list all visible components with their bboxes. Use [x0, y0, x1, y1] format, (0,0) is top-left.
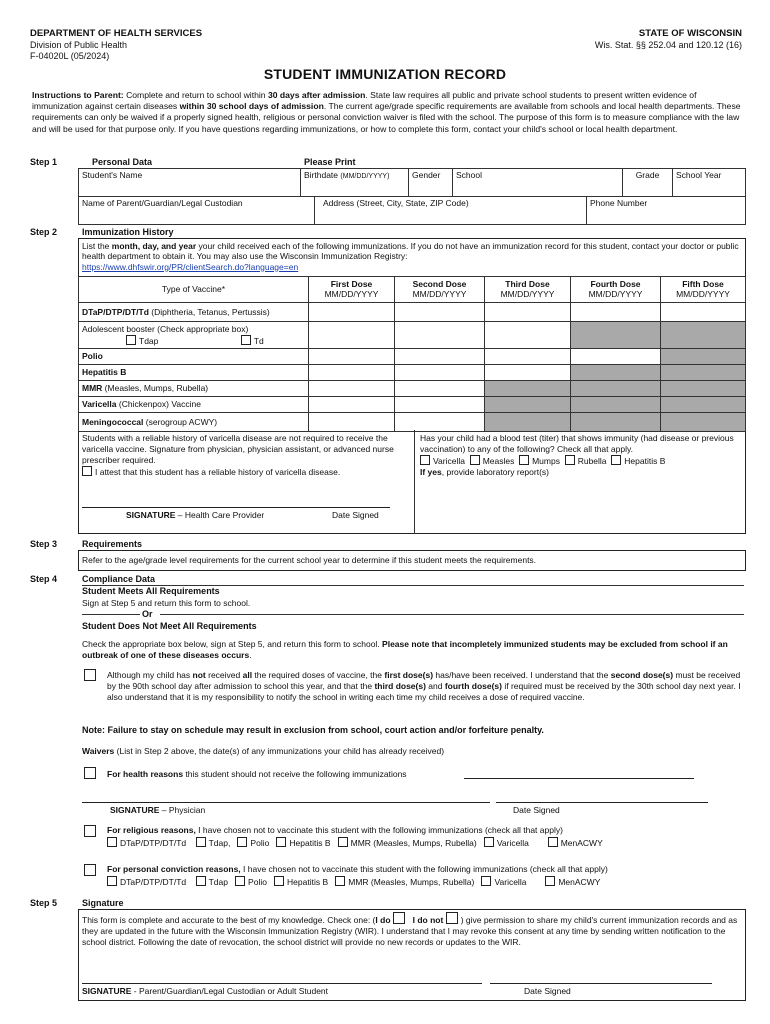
titer-option: Mumps	[532, 456, 560, 467]
physician-date-label: Date Signed	[513, 805, 560, 815]
vaccine-name	[79, 413, 309, 432]
dtap-row	[79, 303, 746, 322]
personal-mmr-checkbox[interactable]	[335, 876, 345, 886]
dose-name: First Dose	[330, 279, 373, 290]
health-reasons-checkbox[interactable]	[84, 767, 96, 779]
gender-field[interactable]	[409, 169, 453, 197]
dose-format: MM/DD/YYYY	[676, 288, 730, 299]
dose-cell[interactable]	[395, 322, 485, 349]
td-label: Td	[253, 335, 264, 346]
address-label: Address (Street, City, State, ZIP Code)	[323, 198, 469, 208]
school-field[interactable]	[453, 169, 623, 197]
religious-reasons-checkbox[interactable]	[84, 825, 96, 837]
school-year-label: School Year	[676, 170, 722, 180]
check-bold: Please note that incompletely immunized students may be excluded from school if an outbreak of one of these diseases occurs	[82, 639, 728, 661]
titer-option: Varicella	[433, 456, 465, 467]
vertical-divider	[414, 430, 415, 534]
signature-role: – Physician	[159, 805, 206, 815]
parent-date-line[interactable]	[490, 983, 712, 984]
signature-bold: SIGNATURE	[126, 510, 176, 520]
personal-option: DTaP/DTP/DT/Td	[120, 876, 187, 887]
instructions-bold: within 30 school days of admission	[179, 101, 324, 112]
instructions-lead: Instructions to Parent:	[32, 90, 124, 100]
dose-cell[interactable]	[571, 349, 661, 365]
dose-cell[interactable]	[395, 303, 485, 322]
religious-option: Varicella	[496, 837, 529, 848]
personal-option: Polio	[248, 876, 267, 887]
vaccine-name-desc: (Chickenpox) Vaccine	[116, 399, 201, 410]
signature-role: – Health Care Provider	[175, 510, 265, 520]
or-rule-right	[160, 614, 744, 615]
provider-date-label: Date Signed	[332, 510, 379, 520]
i-do-not-label: I do not	[412, 915, 444, 925]
religious-text: I have chosen not to vaccinate this student with the following immunizations (check all that apply)	[195, 825, 563, 835]
personal-option: Hepatitis B	[287, 876, 329, 887]
disabled-cell	[661, 381, 746, 397]
varicella-history-note	[82, 433, 408, 478]
intro-text: List the	[82, 241, 112, 251]
instructions-text: Complete and return to school within	[123, 90, 268, 100]
dose-name: Fifth Dose	[682, 279, 724, 290]
parent-signature-line[interactable]	[82, 983, 482, 984]
gender-label: Gender	[412, 170, 441, 180]
personal-option: MMR (Measles, Mumps, Rubella)	[348, 876, 475, 887]
dose-cell[interactable]	[661, 303, 746, 322]
check-text: .	[249, 650, 252, 661]
statute-ref: Wis. Stat. §§ 252.04 and 120.12 (16)	[594, 39, 742, 50]
vaccine-name	[79, 397, 309, 413]
health-reasons-text	[107, 769, 407, 779]
dose-cell[interactable]	[309, 413, 395, 432]
personal-text: I have chosen not to vaccinate this student with the following immunizations (check all that apply)	[240, 864, 608, 874]
phone-label: Phone Number	[590, 198, 648, 208]
compliance-heading: Compliance Data	[82, 574, 156, 584]
requirements-box	[78, 550, 746, 571]
statement-bold: second dose(s)	[610, 670, 674, 680]
religious-option: Hepatitis B	[289, 837, 331, 848]
i-do-not-checkbox[interactable]	[446, 912, 458, 924]
state-name: STATE OF WISCONSIN	[638, 28, 742, 39]
student-name-label: Student's Name	[82, 170, 143, 180]
immunization-table	[78, 276, 746, 432]
signature-bold: SIGNATURE	[110, 805, 160, 815]
attest-label: I attest that this student has a reliable history of varicella disease.	[95, 467, 341, 478]
statement-bold: not	[192, 670, 206, 680]
personal-tdap-checkbox[interactable]	[196, 876, 206, 886]
dose-cell[interactable]	[395, 349, 485, 365]
disabled-cell	[661, 365, 746, 381]
schedule-note: Note: Failure to stay on schedule may result in exclusion from school, court action and/or forfeiture penalty.	[82, 725, 544, 735]
state-block	[595, 28, 742, 51]
religious-option: Polio	[250, 837, 270, 848]
not-meets-requirements: Student Does Not Meet All Requirements	[82, 621, 257, 631]
disabled-cell	[485, 397, 571, 413]
please-print-note: Please Print	[304, 157, 356, 167]
requirements-text: Refer to the age/grade level requirements for the current school year to determine if this student meets the requirements.	[82, 555, 537, 565]
dose-cell[interactable]	[485, 322, 571, 349]
statement-bold: first dose(s)	[384, 670, 434, 680]
personal-conviction-checkbox[interactable]	[84, 864, 96, 876]
titer-option: Measles	[482, 456, 515, 467]
dose-cell[interactable]	[395, 365, 485, 381]
if-yes-text: , provide laboratory report(s)	[441, 467, 549, 478]
meets-requirements: Student Meets All Requirements	[82, 586, 220, 596]
personal-polio-checkbox[interactable]	[235, 876, 245, 886]
vaccine-name-desc: (Diphtheria, Tetanus, Pertussis)	[148, 306, 270, 317]
step-3-label: Step 3	[30, 539, 58, 549]
dose-name: Third Dose	[505, 279, 550, 290]
or-divider: Or	[142, 609, 153, 619]
titer-rubella-checkbox[interactable]	[565, 455, 575, 465]
disabled-cell	[571, 365, 661, 381]
birthdate-format: (MM/DD/YYYY)	[340, 173, 390, 180]
meningococcal-row	[79, 413, 746, 432]
division-name: Division of Public Health	[30, 39, 128, 50]
vaccine-name	[79, 322, 309, 349]
disabled-cell	[571, 413, 661, 432]
immunization-history-heading: Immunization History	[82, 227, 174, 237]
personal-conviction-waiver	[107, 864, 743, 889]
personal-hepatitis-b-checkbox[interactable]	[274, 876, 284, 886]
signature-bold: SIGNATURE	[82, 986, 132, 996]
vaccine-name-desc: Adolescent booster (Check appropriate box)	[82, 324, 249, 335]
dose-format: MM/DD/YYYY	[500, 288, 555, 299]
school-label: School	[456, 170, 482, 180]
vaccine-name-bold: Meningococcal	[82, 416, 144, 427]
vaccine-name-bold: MMR	[82, 383, 103, 394]
instructions-text: . State law requires all public and private school students to present written evidence of immunization against certain diseases	[32, 90, 697, 112]
birthdate-field[interactable]	[301, 169, 409, 197]
religious-dtap-checkbox[interactable]	[107, 837, 117, 847]
disabled-cell	[661, 413, 746, 432]
health-immunizations-line[interactable]	[464, 778, 694, 779]
dose-cell[interactable]	[485, 303, 571, 322]
adolescent-booster-row	[79, 322, 746, 349]
titer-option: Hepatitis B	[624, 456, 666, 467]
physician-signature-line[interactable]	[82, 802, 490, 803]
check-text: Check the appropriate box below, sign at Step 5, and return this form to school.	[82, 639, 383, 649]
step-2-label: Step 2	[30, 227, 58, 237]
parent-date-label: Date Signed	[524, 986, 571, 996]
meets-note: Sign at Step 5 and return this form to school.	[82, 598, 251, 608]
statement-text: received	[205, 670, 243, 680]
physician-date-line[interactable]	[496, 802, 708, 803]
vaccine-name	[79, 381, 309, 397]
step-5-label: Step 5	[30, 898, 58, 908]
dose-format: MM/DD/YYYY	[588, 288, 643, 299]
personal-varicella-checkbox[interactable]	[481, 876, 491, 886]
statement-text: if required must be received by the 30th school day next year. I also understand that it is my responsibility to notify the school in writing each time my child receives a dose of required vaccine.	[107, 681, 741, 703]
vaccine-name-bold: Varicella	[82, 399, 117, 410]
third-dose-header	[485, 277, 571, 303]
dose-cell[interactable]	[309, 303, 395, 322]
dose-cell[interactable]	[485, 365, 571, 381]
school-year-field[interactable]	[673, 169, 746, 197]
religious-varicella-checkbox[interactable]	[484, 837, 494, 847]
religious-option: Tdap,	[208, 837, 231, 848]
disabled-cell	[571, 381, 661, 397]
intro-text: your child received each of the following immunizations. If you do not have an immunization record for this student, contact your doctor or public health department to obtain it. You may also use the Wisconsin Immunization Registry:	[82, 241, 739, 262]
signature-role: - Parent/Guardian/Legal Custodian or Adult Student	[131, 986, 329, 996]
titer-question	[420, 433, 742, 478]
statement-text: has/have been received. I understand that the	[433, 670, 611, 680]
religious-option: MenACWY	[560, 837, 603, 848]
signature-heading: Signature	[82, 898, 124, 908]
consent-text	[82, 912, 742, 948]
religious-waiver	[107, 825, 743, 850]
dose-cell[interactable]	[309, 322, 395, 349]
religious-mmr-checkbox[interactable]	[338, 837, 348, 847]
provider-signature-line[interactable]	[82, 507, 390, 508]
i-do-label: I do	[375, 915, 391, 925]
titer-hepatitis-b-checkbox[interactable]	[611, 455, 621, 465]
personal-option: MenACWY	[558, 876, 601, 887]
guardian-name-field[interactable]	[79, 197, 315, 225]
statement-text: Although my child has	[107, 670, 193, 680]
health-text: this student should not receive the following immunizations	[183, 769, 407, 779]
disabled-cell	[485, 413, 571, 432]
step-4-label: Step 4	[30, 574, 58, 584]
dose-cell[interactable]	[395, 381, 485, 397]
requirements-heading: Requirements	[82, 539, 143, 549]
fourth-dose-header	[571, 277, 661, 303]
disabled-cell	[661, 397, 746, 413]
page-title: STUDENT IMMUNIZATION RECORD	[263, 66, 507, 82]
personal-option: Varicella	[494, 876, 527, 887]
personal-bold: For personal conviction reasons,	[107, 864, 241, 874]
religious-tdap-checkbox[interactable]	[196, 837, 206, 847]
physician-signature-label	[110, 805, 205, 815]
vaccine-name	[79, 349, 309, 365]
health-bold: For health reasons	[107, 769, 184, 779]
intro-bold: month, day, and year	[111, 241, 197, 251]
birthdate-label: Birthdate	[304, 170, 339, 180]
immunization-intro	[82, 241, 742, 272]
disabled-cell	[485, 381, 571, 397]
dose-name: Second Dose	[412, 279, 467, 290]
disabled-cell	[571, 397, 661, 413]
vaccine-type-header: Type of Vaccine*	[79, 277, 309, 303]
vaccine-name-bold: DTaP/DTP/DT/Td	[82, 306, 149, 317]
vaccine-name-desc: (serogroup ACWY)	[143, 416, 218, 427]
titer-question-text: Has your child had a blood test (titer) that shows immunity (had disease or previous vaccination) to any of the following? Check all that apply.	[420, 433, 734, 455]
step-1-label: Step 1	[30, 157, 58, 167]
varicella-note-text: Students with a reliable history of varicella disease are not required to receive the varicella vaccine. Signature from physician, physician assistant, or advanced nurse prescriber required.	[82, 433, 394, 466]
dose-cell[interactable]	[395, 397, 485, 413]
instructions-bold: 30 days after admission	[267, 90, 366, 100]
religious-option: DTaP/DTP/DT/Td	[120, 837, 187, 848]
guardian-table	[78, 196, 746, 225]
tdap-label: Tdap	[139, 335, 159, 346]
td-checkbox[interactable]	[241, 335, 251, 345]
vaccine-name-bold: Hepatitis B	[82, 367, 127, 378]
personal-dtap-checkbox[interactable]	[107, 876, 117, 886]
mmr-row	[79, 381, 746, 397]
dose-cell[interactable]	[485, 349, 571, 365]
in-process-checkbox[interactable]	[84, 669, 96, 681]
personal-data-table	[78, 168, 746, 197]
vaccine-name	[79, 365, 309, 381]
titer-option: Rubella	[577, 456, 607, 467]
agency-block	[30, 28, 202, 62]
dose-cell[interactable]	[309, 381, 395, 397]
fifth-dose-header	[661, 277, 746, 303]
personal-data-heading: Personal Data	[92, 157, 153, 167]
religious-polio-checkbox[interactable]	[237, 837, 247, 847]
dose-format: MM/DD/YYYY	[324, 288, 379, 299]
if-yes-bold: If yes	[420, 467, 442, 478]
statement-text: and	[425, 681, 445, 692]
instructions	[32, 90, 742, 135]
grade-label: Grade	[635, 170, 660, 180]
vaccine-name	[79, 303, 309, 322]
statement-bold: all	[242, 670, 253, 680]
wir-link[interactable]: https://www.dhfswir.org/PR/clientSearch.do?language=en	[82, 261, 299, 272]
in-process-statement	[107, 670, 741, 703]
waivers-text: (List in Step 2 above, the date(s) of any immunizations your child has already received)	[114, 746, 445, 756]
polio-row	[79, 349, 746, 365]
statement-text: the required doses of vaccine, the	[252, 670, 385, 680]
hepatitis-b-row	[79, 365, 746, 381]
statement-bold: third dose(s)	[374, 681, 426, 692]
i-do-checkbox[interactable]	[393, 912, 405, 924]
consent-body: ) give permission to share my child's current immunization records and as they are updated in the future with the Wisconsin Immunization Registry (WIR). I understand that I may revoke this consent at any time by sending written notification to the school district. Following the date of revocation, the school district will provide no new records or updates to the WIR.	[82, 915, 738, 948]
statement-bold: fourth dose(s)	[444, 681, 502, 692]
disabled-cell	[571, 322, 661, 349]
student-name-field[interactable]	[79, 169, 301, 197]
statement-text: must be received by the 90th school day after admission to school this year, and that the	[107, 670, 741, 692]
parent-signature-label	[82, 986, 328, 996]
instructions-text: . The current age/grade specific requirements are available from schools and local health departments. These requirements can only be waived if a properly signed health, religious or personal conviction waiver is filed with the school. The purpose of this form is to measure compliance with the law and will be used for that purpose only. If you have questions regarding immunizations, or how to complete this form, contact your child's school or local health department.	[32, 101, 741, 134]
dose-format: MM/DD/YYYY	[412, 288, 467, 299]
check-instructions	[82, 639, 742, 661]
religious-option: MMR (Measles, Mumps, Rubella)	[350, 837, 477, 848]
disabled-cell	[661, 322, 746, 349]
personal-menacwy-checkbox[interactable]	[545, 876, 555, 886]
disabled-cell	[661, 349, 746, 365]
form-number: F-04020L (05/2024)	[30, 51, 110, 62]
titer-measles-checkbox[interactable]	[470, 455, 480, 465]
personal-option: Tdap	[208, 876, 228, 887]
address-field[interactable]	[315, 197, 587, 225]
tdap-checkbox[interactable]	[126, 335, 136, 345]
waivers-bold: Waivers	[82, 746, 115, 756]
consent-body: This form is complete and accurate to the best of my knowledge. Check one: (	[82, 915, 376, 925]
dose-name: Fourth Dose	[590, 279, 641, 290]
grade-field[interactable]	[623, 169, 673, 197]
phone-field[interactable]	[587, 197, 746, 225]
second-dose-header	[395, 277, 485, 303]
department-name: DEPARTMENT OF HEALTH SERVICES	[30, 28, 203, 39]
first-dose-header	[309, 277, 395, 303]
varicella-row	[79, 397, 746, 413]
vaccine-name-desc: (Measles, Mumps, Rubella)	[102, 383, 209, 394]
dose-cell[interactable]	[571, 303, 661, 322]
dose-cell[interactable]	[309, 397, 395, 413]
provider-signature-label	[126, 510, 264, 520]
religious-hepatitis-b-checkbox[interactable]	[276, 837, 286, 847]
titer-varicella-checkbox[interactable]	[420, 455, 430, 465]
religious-bold: For religious reasons,	[107, 825, 196, 835]
titer-mumps-checkbox[interactable]	[519, 455, 529, 465]
vaccine-name-bold: Polio	[82, 351, 103, 362]
attest-varicella-checkbox[interactable]	[82, 466, 92, 476]
dose-cell[interactable]	[395, 413, 485, 432]
dose-cell[interactable]	[309, 349, 395, 365]
guardian-name-label: Name of Parent/Guardian/Legal Custodian	[82, 198, 243, 208]
waivers-heading	[82, 746, 444, 756]
or-rule-left	[82, 614, 140, 615]
dose-cell[interactable]	[309, 365, 395, 381]
religious-menacwy-checkbox[interactable]	[548, 837, 558, 847]
